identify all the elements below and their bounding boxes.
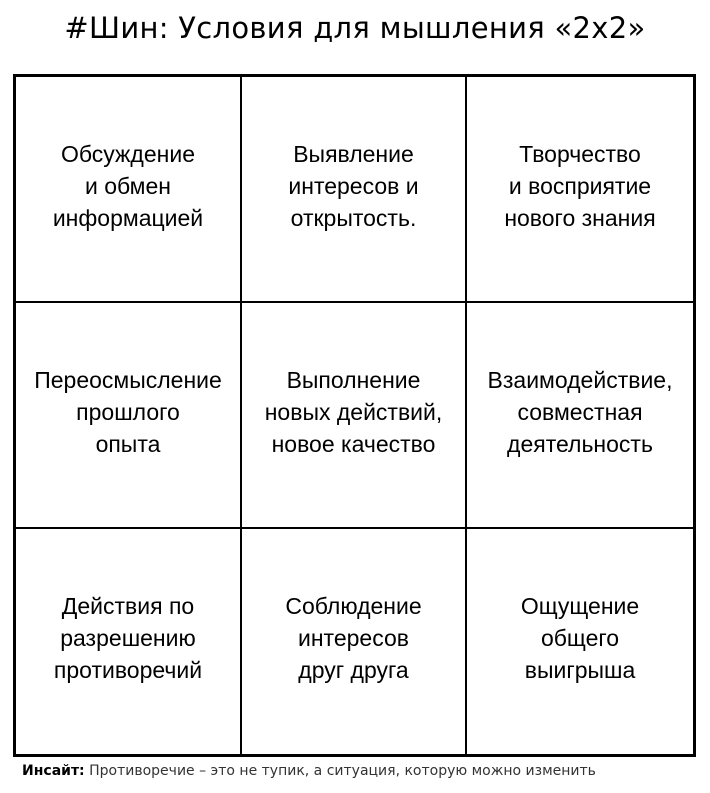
- grid-cell-9: [467, 529, 693, 754]
- grid-cell-8-text: Соблюдение интересов друг друга: [285, 593, 422, 683]
- insight-note: [22, 763, 702, 779]
- grid-cell-2-text: Выявление интересов и открытость.: [288, 141, 419, 231]
- grid-cell-1-text: Обсуждение и обмен информацией: [52, 141, 204, 231]
- grid-cell-6: [467, 303, 693, 529]
- grid-cell-2: [242, 77, 467, 303]
- nine-cell-grid: [13, 74, 696, 757]
- grid-cell-9-text: Ощущение общего выигрыша: [520, 593, 640, 683]
- grid-cell-3-text: Творчество и восприятие нового знания: [504, 141, 656, 231]
- grid-cell-3: [467, 77, 693, 303]
- grid-cell-4-text: Переосмысление прошлого опыта: [34, 367, 222, 457]
- grid-cell-5-text: Выполнение новых действий, новое качество: [264, 367, 443, 457]
- grid-cell-5: [242, 303, 467, 529]
- grid-cell-1: [16, 77, 242, 303]
- grid-cell-8: [242, 529, 467, 754]
- insight-text: Противоречие – это не тупик, а ситуация, которую можно изменить: [84, 763, 596, 779]
- grid-cell-4: [16, 303, 242, 529]
- grid-cell-7: [16, 529, 242, 754]
- grid-cell-6-text: Взаимодействие, совместная деятельность: [487, 367, 673, 457]
- diagram-title: #Шин: Условия для мышления «2x2»: [64, 11, 646, 45]
- insight-label: Инсайт:: [22, 763, 85, 779]
- grid-cell-7-text: Действия по разрешению противоречий: [53, 593, 203, 683]
